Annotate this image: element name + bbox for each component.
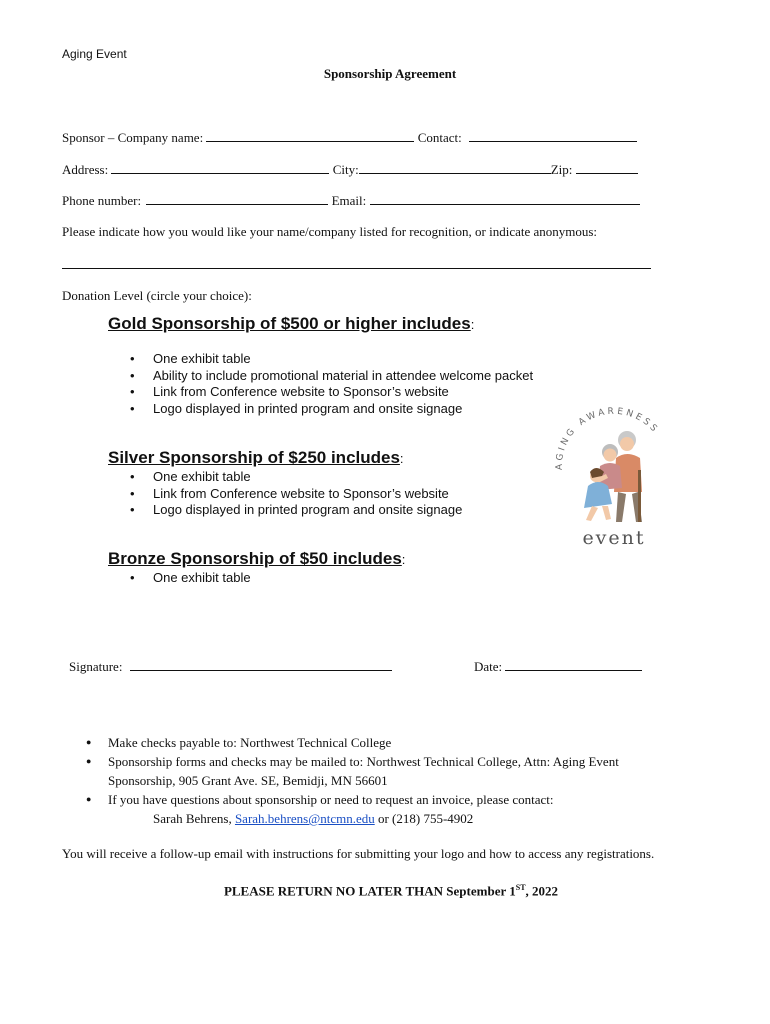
silver-heading: Silver Sponsorship of $250 includes bbox=[108, 448, 400, 467]
page-title: Sponsorship Agreement bbox=[323, 66, 457, 81]
zip-label: Zip: bbox=[550, 162, 573, 177]
list-item: • Logo displayed in printed program and onsite signage bbox=[107, 502, 462, 519]
list-item: ● Make checks payable to: Northwest Technical College bbox=[84, 733, 684, 752]
zip-field[interactable] bbox=[576, 161, 638, 174]
email-field[interactable] bbox=[370, 192, 640, 205]
gold-heading-row: Gold Sponsorship of $500 or higher includes: bbox=[108, 314, 475, 333]
signature-label: Signature: bbox=[69, 659, 123, 674]
contact-phone: or (218) 755-4902 bbox=[377, 811, 474, 826]
recognition-field[interactable] bbox=[62, 268, 651, 269]
instructions-list bbox=[84, 733, 684, 828]
list-item: • Link from Conference website to Sponsor’s website bbox=[107, 384, 533, 401]
list-item: • Link from Conference website to Sponsor’s website bbox=[107, 486, 462, 503]
logo-word: event bbox=[582, 527, 646, 549]
address-row bbox=[62, 161, 638, 178]
event-label: Aging Event bbox=[62, 47, 127, 61]
list-item: • Ability to include promotional material in attendee welcome packet bbox=[107, 368, 533, 385]
contact-label: Contact: bbox=[417, 130, 462, 145]
followup-text: You will receive a follow-up email with instructions for submitting your logo and how to access any registrations. bbox=[62, 846, 655, 861]
donation-level-label: Donation Level (circle your choice): bbox=[62, 288, 252, 303]
bronze-heading: Bronze Sponsorship of $50 includes bbox=[108, 549, 402, 568]
email-label: Email: bbox=[331, 193, 367, 208]
city-field[interactable] bbox=[359, 161, 551, 174]
sponsor-row bbox=[62, 129, 637, 146]
return-deadline: PLEASE RETURN NO LATER THAN September 1ST, 2022 bbox=[223, 883, 559, 899]
bronze-benefits-list bbox=[107, 570, 251, 587]
list-item: ● If you have questions about sponsorship or need to request an invoice, please contact: Sarah Behrens, Sarah.behrens@ntcmn.edu or (218) 755-4902 bbox=[84, 790, 684, 828]
contact-email-link[interactable]: Sarah.behrens@ntcmn.edu bbox=[234, 811, 375, 826]
address-field[interactable] bbox=[111, 161, 329, 174]
list-item: ● Sponsorship forms and checks may be mailed to: Northwest Technical College, Attn: Aging Event Sponsorship, 905 Grant Ave. SE, Bemidji, MN 56601 bbox=[84, 752, 684, 790]
date-row bbox=[474, 658, 642, 675]
signature-row bbox=[69, 658, 392, 675]
aging-awareness-event-logo bbox=[548, 400, 678, 550]
phone-field[interactable] bbox=[146, 192, 328, 205]
silver-heading-row: Silver Sponsorship of $250 includes: bbox=[108, 448, 404, 467]
address-label: Address: bbox=[62, 162, 109, 177]
phone-row bbox=[62, 192, 640, 209]
company-name-field[interactable] bbox=[206, 129, 414, 142]
silver-benefits-list bbox=[107, 469, 462, 519]
recognition-prompt: Please indicate how you would like your name/company listed for recognition, or indicate anonymous: bbox=[62, 224, 598, 239]
list-item: • One exhibit table bbox=[107, 570, 251, 587]
logo-graphic bbox=[548, 400, 678, 550]
list-item: • One exhibit table bbox=[107, 351, 533, 368]
logo-arc-text: AGING AWARENESS bbox=[554, 406, 661, 471]
gold-benefits-list bbox=[107, 351, 533, 417]
date-field[interactable] bbox=[505, 658, 642, 671]
contact-name: Sarah Behrens, bbox=[153, 811, 232, 826]
city-label: City: bbox=[332, 162, 359, 177]
signature-field[interactable] bbox=[130, 658, 392, 671]
list-item: • Logo displayed in printed program and onsite signage bbox=[107, 401, 533, 418]
phone-label: Phone number: bbox=[62, 193, 142, 208]
date-label: Date: bbox=[474, 659, 503, 674]
gold-heading: Gold Sponsorship of $500 or higher includes bbox=[108, 314, 471, 333]
list-item: • One exhibit table bbox=[107, 469, 462, 486]
sponsor-label: Sponsor – Company name: bbox=[62, 130, 204, 145]
contact-field[interactable] bbox=[469, 129, 637, 142]
couple-illustration bbox=[584, 431, 642, 522]
bronze-heading-row: Bronze Sponsorship of $50 includes: bbox=[108, 549, 406, 568]
